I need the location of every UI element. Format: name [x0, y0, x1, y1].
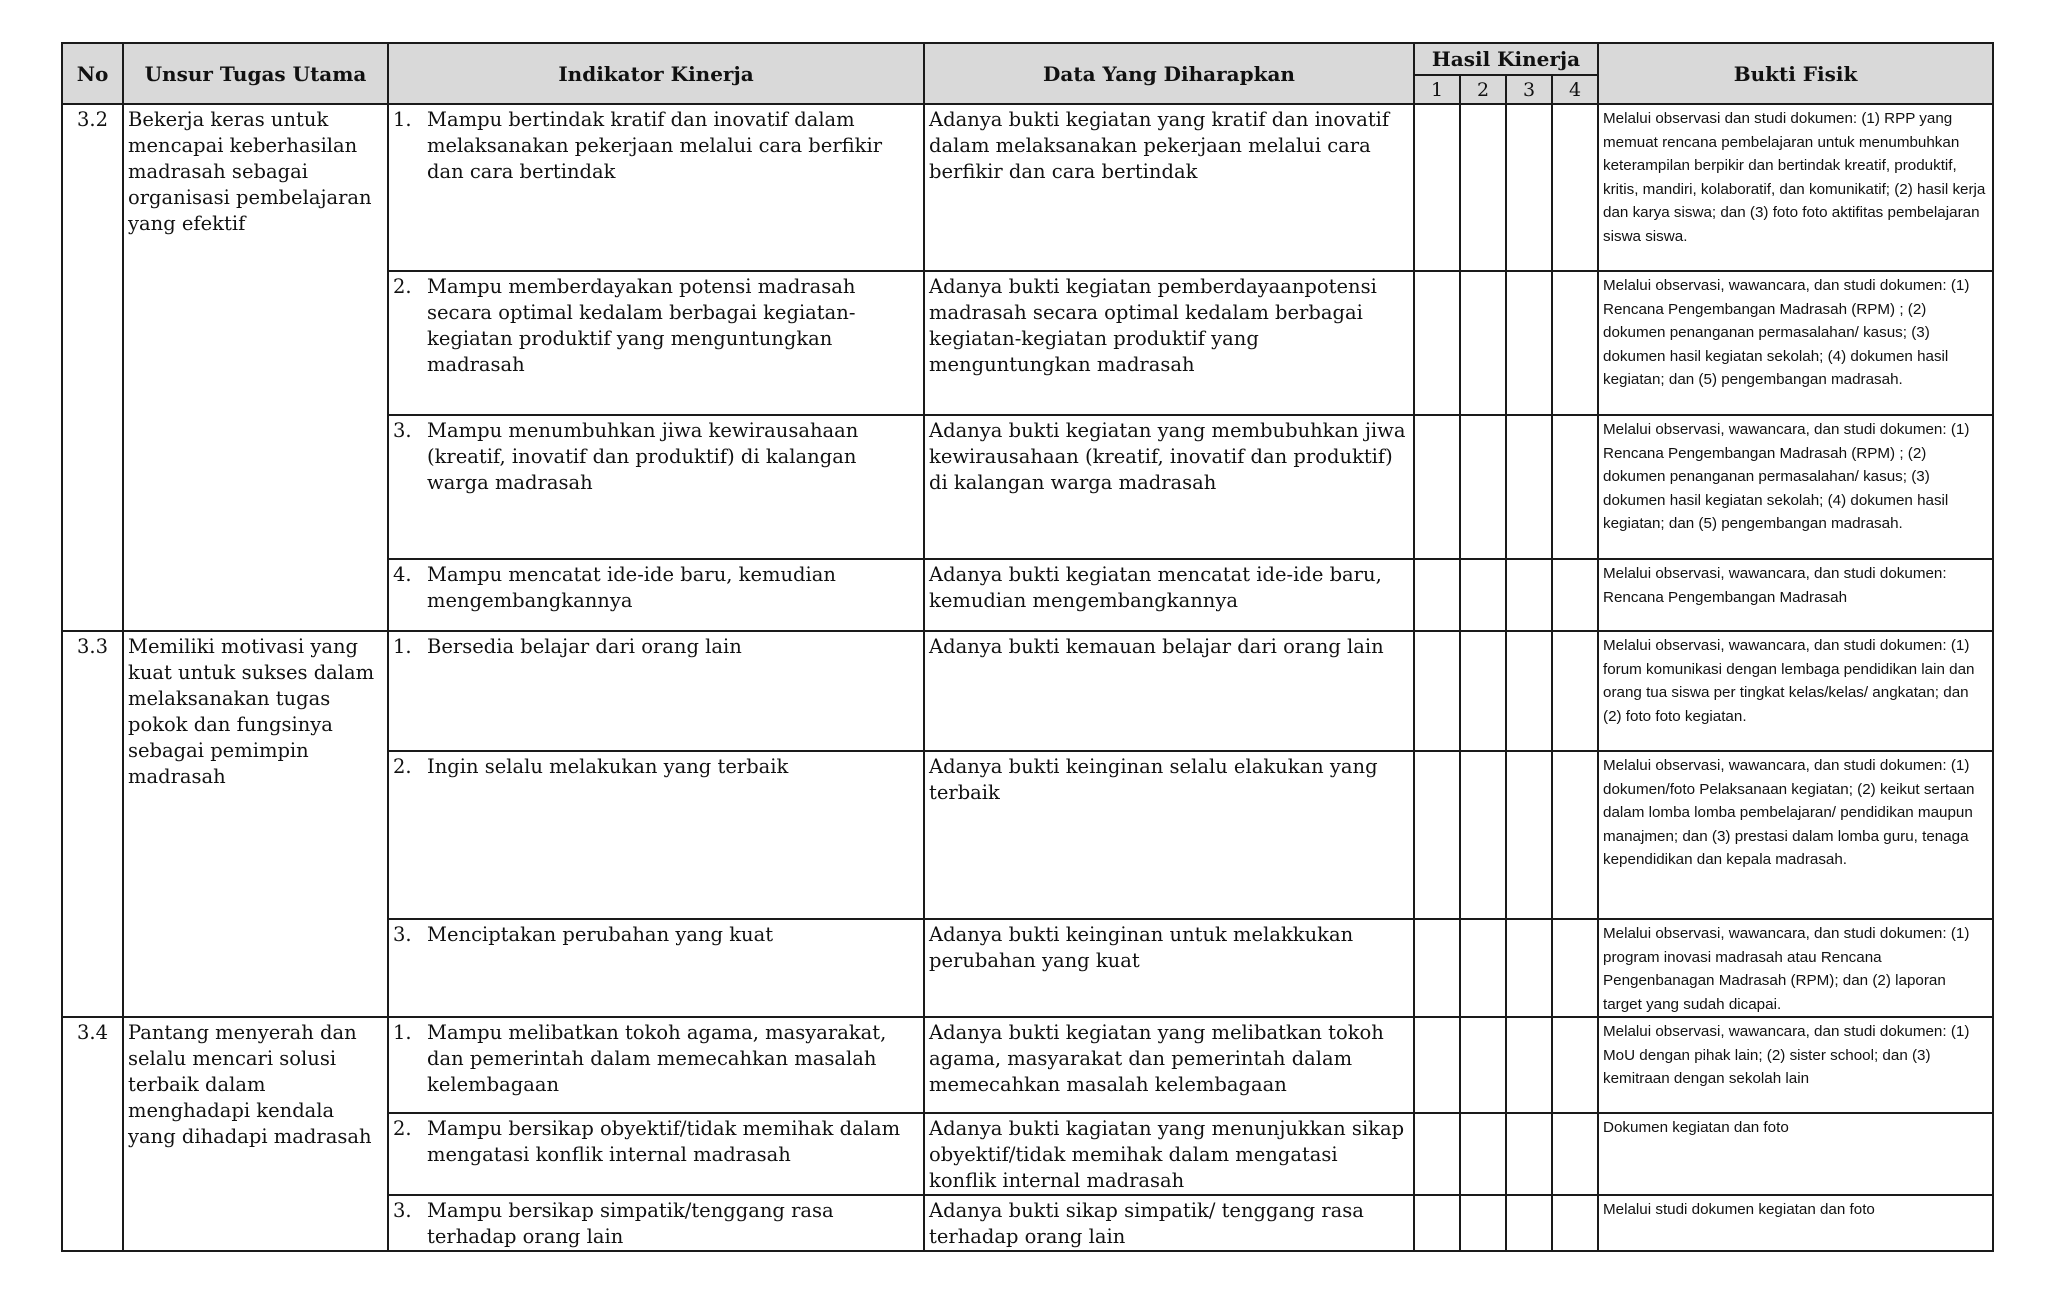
unsur-tugas-cell: Pantang menyerah dan selalu mencari solusi terbaik dalam menghadapi kendala yang dihadapi madrasah	[123, 1017, 388, 1251]
hasil-kinerja-1-cell[interactable]	[1414, 1195, 1460, 1251]
hasil-kinerja-3-cell[interactable]	[1506, 631, 1552, 751]
hasil-kinerja-3-cell[interactable]	[1506, 271, 1552, 415]
hasil-kinerja-1-cell[interactable]	[1414, 415, 1460, 559]
header-data: Data Yang Diharapkan	[924, 43, 1414, 104]
hasil-kinerja-1-cell[interactable]	[1414, 1113, 1460, 1195]
table-row	[62, 104, 1993, 271]
hasil-kinerja-3-cell[interactable]	[1506, 1113, 1552, 1195]
hasil-kinerja-2-cell[interactable]	[1460, 559, 1506, 631]
table-row	[62, 1017, 1993, 1113]
hasil-kinerja-1-cell[interactable]	[1414, 631, 1460, 751]
indikator-text: Mampu bersikap simpatik/tenggang rasa terhadap orang lain	[427, 1199, 834, 1248]
header-indikator: Indikator Kinerja	[388, 43, 924, 104]
indikator-cell	[388, 631, 924, 751]
hasil-kinerja-2-cell[interactable]	[1460, 1113, 1506, 1195]
header-hasil: Hasil Kinerja	[1414, 43, 1598, 75]
data-diharapkan-cell: Adanya bukti kegiatan yang membubuhkan jiwa kewirausahaan (kreatif, inovatif dan produktif) di kalangan warga madrasah	[924, 415, 1414, 559]
hasil-kinerja-4-cell[interactable]	[1552, 1195, 1598, 1251]
hasil-kinerja-1-cell[interactable]	[1414, 1017, 1460, 1113]
indikator-number: 2.	[393, 755, 412, 778]
indikator-cell	[388, 1113, 924, 1195]
bukti-fisik-cell: Melalui observasi, wawancara, dan studi dokumen: (1) Rencana Pengembangan Madrasah (RPM) ; (2) dokumen penanganan permasalahan/ kasus; (3) dokumen hasil kegiatan sekolah; (4) dokumen hasil kegiatan; dan (5) pengembangan madrasah.	[1598, 271, 1993, 415]
row-number: 3.3	[62, 631, 123, 1017]
data-diharapkan-cell: Adanya bukti kegiatan mencatat ide-ide baru, kemudian mengembangkannya	[924, 559, 1414, 631]
hasil-kinerja-2-cell[interactable]	[1460, 631, 1506, 751]
hasil-kinerja-2-cell[interactable]	[1460, 751, 1506, 919]
bukti-fisik-cell: Melalui observasi, wawancara, dan studi dokumen: (1) forum komunikasi dengan lembaga pendidikan lain dan orang tua siswa per tingkat kelas/kelas/ angkatan; dan (2) foto foto kegiatan.	[1598, 631, 1993, 751]
hasil-kinerja-1-cell[interactable]	[1414, 559, 1460, 631]
header-unsur: Unsur Tugas Utama	[123, 43, 388, 104]
hasil-kinerja-1-cell[interactable]	[1414, 919, 1460, 1017]
unsur-tugas-cell: Bekerja keras untuk mencapai keberhasilan madrasah sebagai organisasi pembelajaran yang efektif	[123, 104, 388, 631]
data-diharapkan-cell: Adanya bukti kagiatan yang menunjukkan sikap obyektif/tidak memihak dalam mengatasi konflik internal madrasah	[924, 1113, 1414, 1195]
indikator-text: Mampu mencatat ide-ide baru, kemudian mengembangkannya	[427, 563, 836, 612]
indikator-text: Bersedia belajar dari orang lain	[427, 635, 742, 658]
hasil-kinerja-1-cell[interactable]	[1414, 104, 1460, 271]
header-hasil-4: 4	[1552, 75, 1598, 104]
hasil-kinerja-2-cell[interactable]	[1460, 1195, 1506, 1251]
hasil-kinerja-4-cell[interactable]	[1552, 559, 1598, 631]
indikator-cell	[388, 271, 924, 415]
indikator-number: 1.	[393, 1021, 412, 1044]
hasil-kinerja-2-cell[interactable]	[1460, 919, 1506, 1017]
indikator-text: Ingin selalu melakukan yang terbaik	[427, 755, 789, 778]
hasil-kinerja-3-cell[interactable]	[1506, 919, 1552, 1017]
hasil-kinerja-4-cell[interactable]	[1552, 1113, 1598, 1195]
bukti-fisik-cell: Melalui observasi, wawancara, dan studi dokumen: (1) Rencana Pengembangan Madrasah (RPM) ; (2) dokumen penanganan permasalahan/ kasus; (3) dokumen hasil kegiatan sekolah; (4) dokumen hasil kegiatan; dan (5) pengembangan madrasah.	[1598, 415, 1993, 559]
data-diharapkan-cell: Adanya bukti kegiatan yang melibatkan tokoh agama, masyarakat dan pemerintah dalam memecahkan masalah kelembagaan	[924, 1017, 1414, 1113]
hasil-kinerja-4-cell[interactable]	[1552, 631, 1598, 751]
hasil-kinerja-4-cell[interactable]	[1552, 104, 1598, 271]
indikator-number: 1.	[393, 108, 412, 131]
indikator-cell	[388, 1017, 924, 1113]
table-row	[62, 631, 1993, 751]
hasil-kinerja-4-cell[interactable]	[1552, 751, 1598, 919]
hasil-kinerja-3-cell[interactable]	[1506, 559, 1552, 631]
bukti-fisik-cell: Melalui observasi, wawancara, dan studi dokumen: Rencana Pengembangan Madrasah	[1598, 559, 1993, 631]
header-no: No	[62, 43, 123, 104]
indikator-cell	[388, 559, 924, 631]
hasil-kinerja-4-cell[interactable]	[1552, 1017, 1598, 1113]
header-hasil-2: 2	[1460, 75, 1506, 104]
data-diharapkan-cell: Adanya bukti kegiatan pemberdayaanpotensi madrasah secara optimal kedalam berbagai kegiatan-kegiatan produktif yang menguntungkan madrasah	[924, 271, 1414, 415]
hasil-kinerja-4-cell[interactable]	[1552, 415, 1598, 559]
data-diharapkan-cell: Adanya bukti kemauan belajar dari orang lain	[924, 631, 1414, 751]
data-diharapkan-cell: Adanya bukti kegiatan yang kratif dan inovatif dalam melaksanakan pekerjaan melalui cara berfikir dan cara bertindak	[924, 104, 1414, 271]
hasil-kinerja-2-cell[interactable]	[1460, 415, 1506, 559]
indikator-cell	[388, 415, 924, 559]
bukti-fisik-cell: Melalui studi dokumen kegiatan dan foto	[1598, 1195, 1993, 1251]
indikator-text: Mampu memberdayakan potensi madrasah secara optimal kedalam berbagai kegiatan-kegiatan produktif yang menguntungkan madrasah	[427, 275, 856, 376]
data-diharapkan-cell: Adanya bukti sikap simpatik/ tenggang rasa terhadap orang lain	[924, 1195, 1414, 1251]
row-number: 3.4	[62, 1017, 123, 1251]
indikator-number: 3.	[393, 1199, 412, 1222]
hasil-kinerja-3-cell[interactable]	[1506, 415, 1552, 559]
indikator-number: 2.	[393, 275, 412, 298]
row-number: 3.2	[62, 104, 123, 631]
hasil-kinerja-3-cell[interactable]	[1506, 1017, 1552, 1113]
table-body	[62, 104, 1993, 1251]
hasil-kinerja-3-cell[interactable]	[1506, 104, 1552, 271]
hasil-kinerja-1-cell[interactable]	[1414, 751, 1460, 919]
bukti-fisik-cell: Melalui observasi, wawancara, dan studi dokumen: (1) MoU dengan pihak lain; (2) sister school; dan (3) kemitraan dengan sekolah lain	[1598, 1017, 1993, 1113]
data-diharapkan-cell: Adanya bukti keinginan untuk melakkukan perubahan yang kuat	[924, 919, 1414, 1017]
hasil-kinerja-3-cell[interactable]	[1506, 1195, 1552, 1251]
header-hasil-3: 3	[1506, 75, 1552, 104]
unsur-tugas-cell: Memiliki motivasi yang kuat untuk sukses dalam melaksanakan tugas pokok dan fungsinya sebagai pemimpin madrasah	[123, 631, 388, 1017]
indikator-number: 1.	[393, 635, 412, 658]
indikator-number: 4.	[393, 563, 412, 586]
performance-table	[61, 42, 1994, 1252]
hasil-kinerja-2-cell[interactable]	[1460, 271, 1506, 415]
indikator-text: Menciptakan perubahan yang kuat	[427, 923, 774, 946]
indikator-cell	[388, 104, 924, 271]
bukti-fisik-cell: Melalui observasi, wawancara, dan studi dokumen: (1) dokumen/foto Pelaksanaan kegiatan; (2) keikut sertaan dalam lomba lomba pembelajaran/ pendidikan maupun manajmen; dan (3) prestasi dalam lomba guru, tenaga kependidikan dan kepala madrasah.	[1598, 751, 1993, 919]
indikator-cell	[388, 751, 924, 919]
hasil-kinerja-2-cell[interactable]	[1460, 1017, 1506, 1113]
header-hasil-1: 1	[1414, 75, 1460, 104]
indikator-cell	[388, 919, 924, 1017]
bukti-fisik-cell: Melalui observasi, wawancara, dan studi dokumen: (1) program inovasi madrasah atau Rencana Pengenbanagan Madrasah (RPM); dan (2) laporan target yang sudah dicapai.	[1598, 919, 1993, 1017]
data-diharapkan-cell: Adanya bukti keinginan selalu elakukan yang terbaik	[924, 751, 1414, 919]
hasil-kinerja-1-cell[interactable]	[1414, 271, 1460, 415]
indikator-text: Mampu bertindak kratif dan inovatif dalam melaksanakan pekerjaan melalui cara berfikir dan cara bertindak	[427, 108, 883, 183]
header-bukti: Bukti Fisik	[1598, 43, 1993, 104]
indikator-number: 3.	[393, 923, 412, 946]
hasil-kinerja-4-cell[interactable]	[1552, 271, 1598, 415]
bukti-fisik-cell: Melalui observasi dan studi dokumen: (1) RPP yang memuat rencana pembelajaran untuk menumbuhkan keterampilan berpikir dan bertindak kreatif, produktif, kritis, mandiri, kolaboratif, dan komunikatif; (2) hasil kerja dan karya siswa; dan (3) foto foto aktifitas pembelajaran siswa siswa.	[1598, 104, 1993, 271]
hasil-kinerja-3-cell[interactable]	[1506, 751, 1552, 919]
bukti-fisik-cell: Dokumen kegiatan dan foto	[1598, 1113, 1993, 1195]
hasil-kinerja-4-cell[interactable]	[1552, 919, 1598, 1017]
indikator-text: Mampu menumbuhkan jiwa kewirausahaan (kreatif, inovatif dan produktif) di kalangan warga madrasah	[427, 419, 859, 494]
indikator-number: 2.	[393, 1117, 412, 1140]
hasil-kinerja-2-cell[interactable]	[1460, 104, 1506, 271]
indikator-cell	[388, 1195, 924, 1251]
indikator-text: Mampu bersikap obyektif/tidak memihak dalam mengatasi konflik internal madrasah	[427, 1117, 901, 1166]
indikator-number: 3.	[393, 419, 412, 442]
indikator-text: Mampu melibatkan tokoh agama, masyarakat, dan pemerintah dalam memecahkan masalah kelembagaan	[427, 1021, 887, 1096]
